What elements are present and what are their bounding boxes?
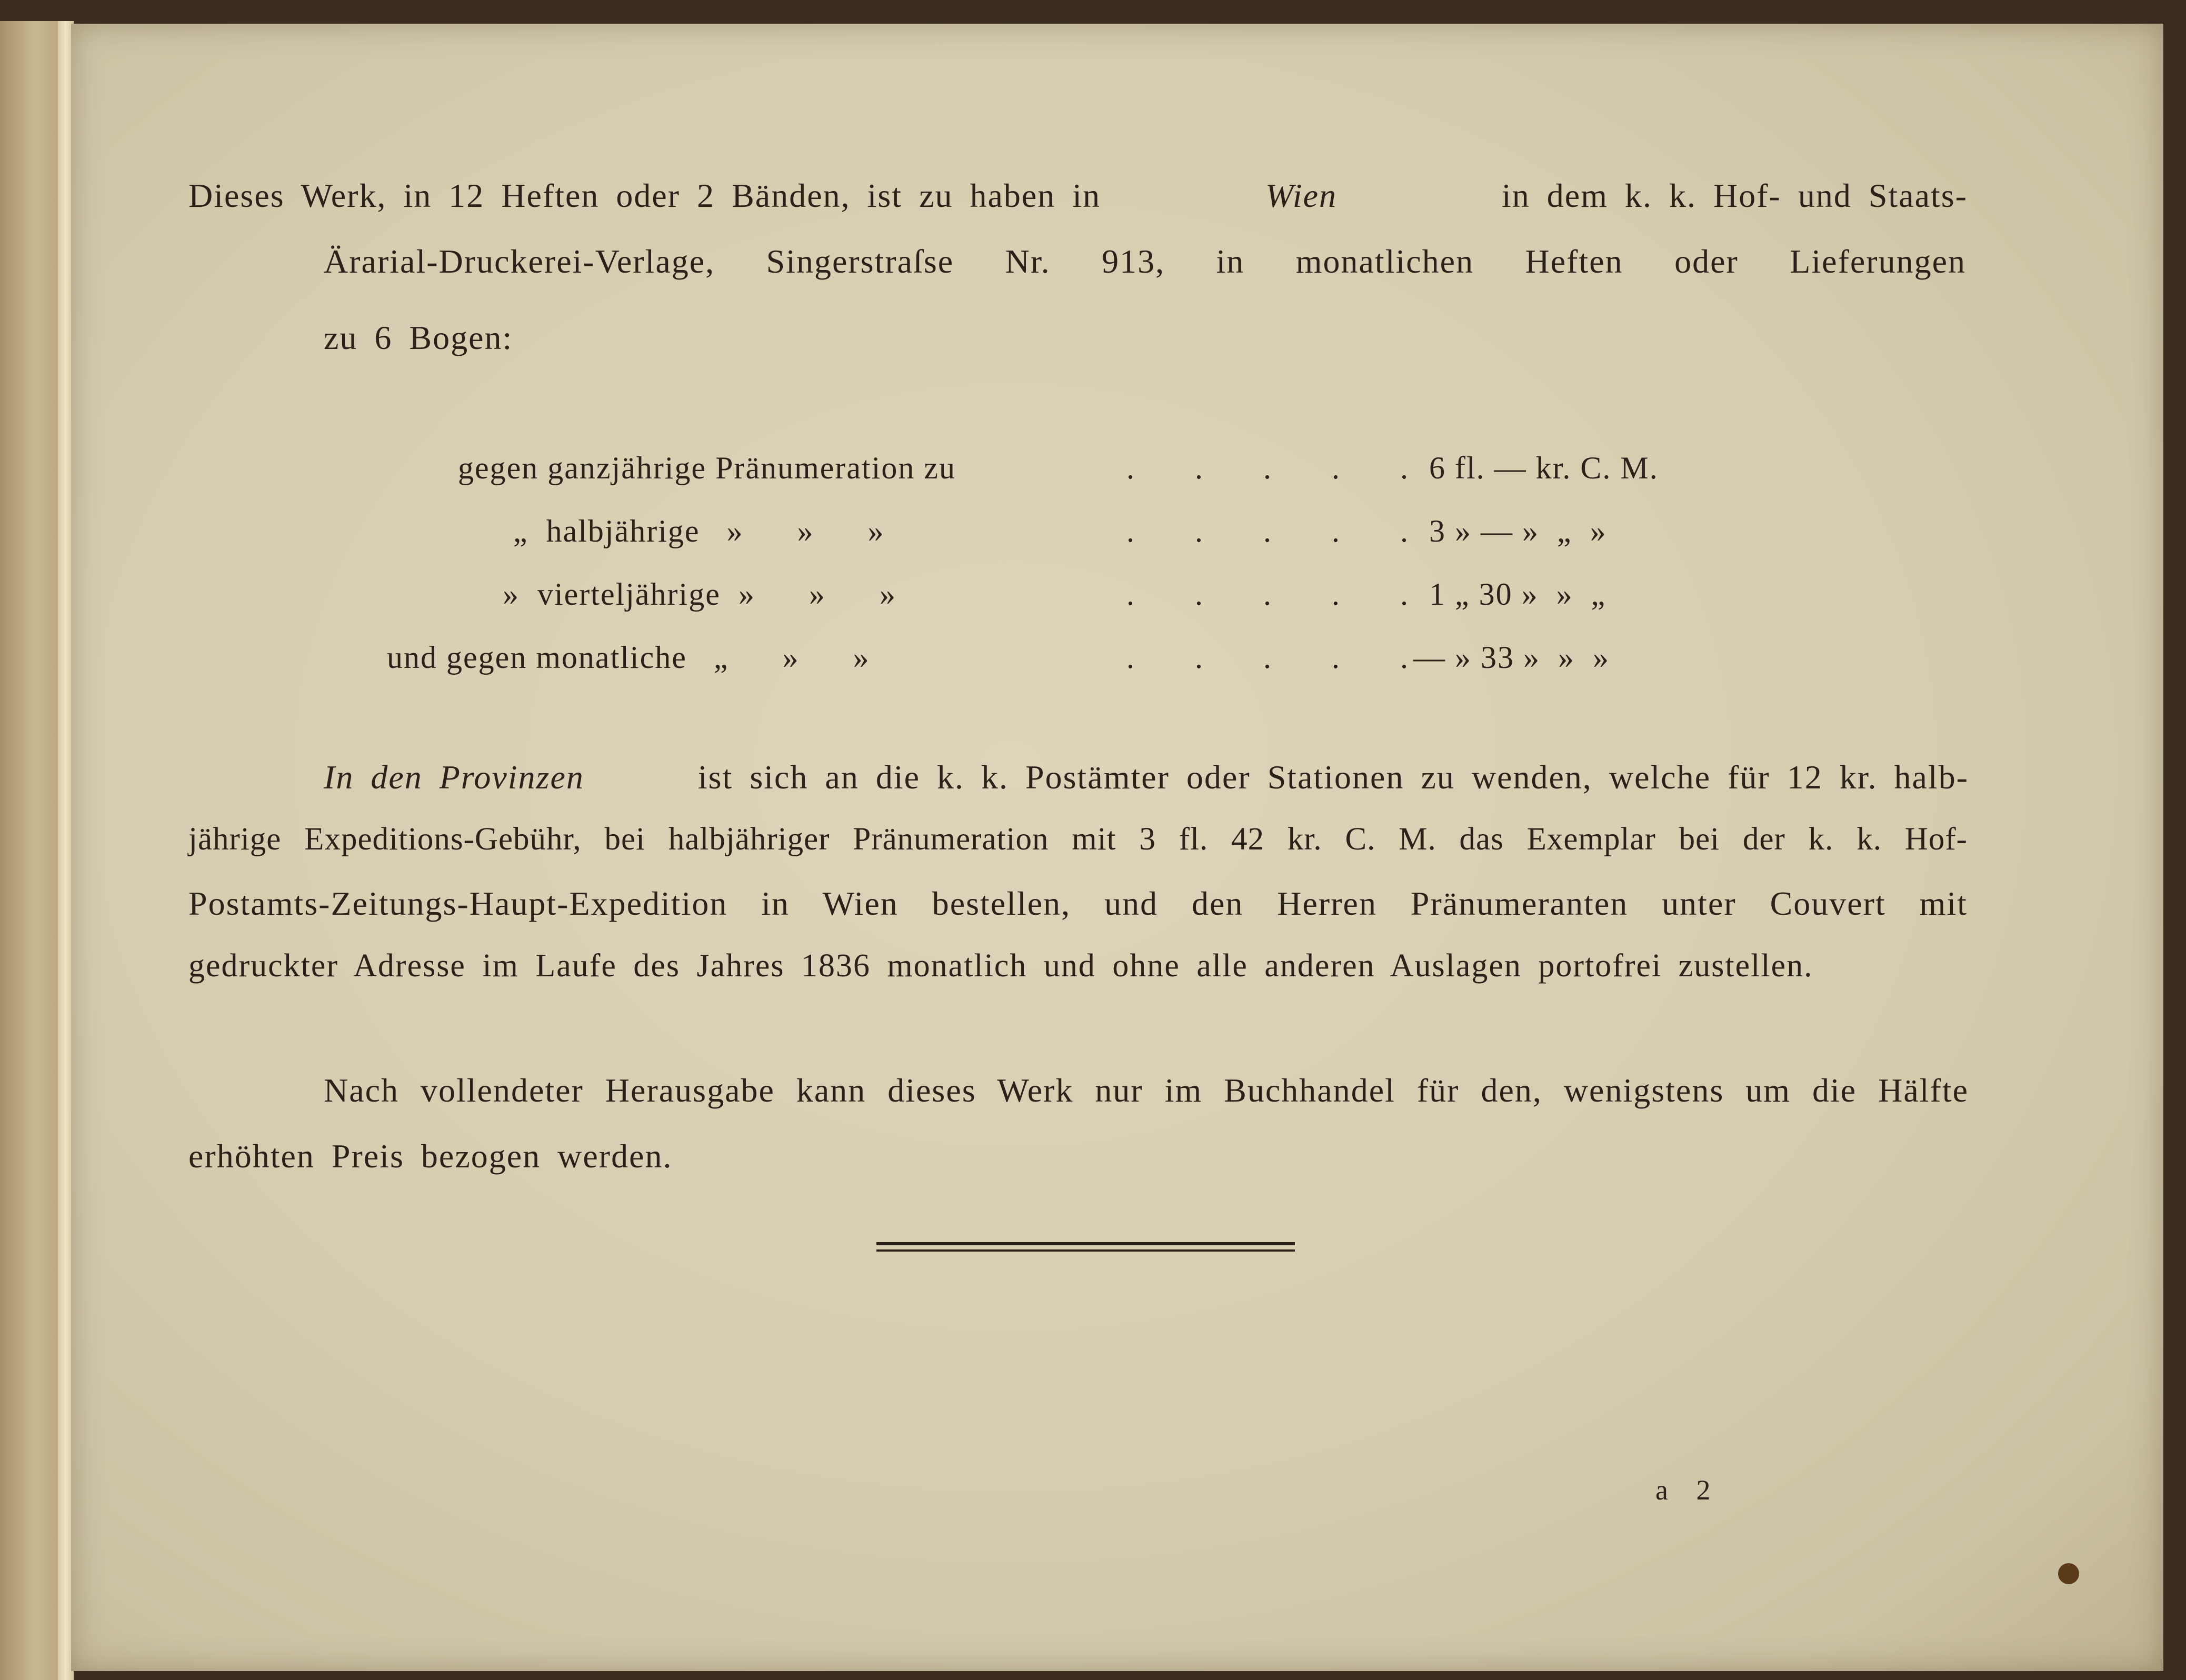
left-page-edge <box>0 21 66 1680</box>
price-row-3-label: » vierteljährige » » » <box>503 577 896 612</box>
provinces-line-1-text: ist sich an die k. k. Postämter oder Stationen zu wenden, welche für 12 kr. halb- <box>697 758 1969 796</box>
double-rule-top <box>876 1242 1295 1245</box>
closing-line-1: Nach vollendeter Herausgabe kann dieses Werk nur im Buchhandel für den, wenigstens um die Hälfte <box>324 1072 1969 1109</box>
closing-line-2: erhöhten Preis bezogen werden. <box>188 1137 673 1175</box>
ink-spot <box>2058 1563 2079 1584</box>
signature-mark: a 2 <box>1655 1474 1721 1506</box>
provinces-line-2: jährige Expeditions-Gebühr, bei halbjähriger Pränumeration mit 3 fl. 42 kr. C. M. das Exemplar bei der k. k. Hof- <box>188 822 1968 857</box>
price-row-1-price: 6 fl. — kr. C. M. <box>1429 451 1659 485</box>
price-row-1-label: gegen ganzjährige Pränumeration zu <box>458 451 956 485</box>
provinces-lead: In den Provinzen <box>324 758 584 796</box>
price-row-2-dots: . . . . . <box>1126 514 1434 548</box>
price-row-2-label: „ halbjährige » » » <box>513 514 885 548</box>
price-row-2-price: 3 » — » „ » <box>1429 514 1607 548</box>
provinces-line-4: gedruckter Adresse im Laufe des Jahres 1836 monatlich und ohne alle anderen Auslagen portofrei zustellen. <box>188 948 1813 984</box>
provinces-line-3: Postamts-Zeitungs-Haupt-Expedition in Wien bestellen, und den Herren Pränumeranten unter Couvert mit <box>188 885 1968 922</box>
price-row-1-dots: . . . . . <box>1126 451 1434 485</box>
price-row-4-label: und gegen monatliche „ » » <box>387 640 870 675</box>
provinces-line-1 <box>324 758 1969 797</box>
intro-line-3: zu 6 Bogen: <box>324 319 513 356</box>
price-row-3-price: 1 „ 30 » » „ <box>1429 577 1606 612</box>
intro-line-1-start: Dieses Werk, in 12 Heften oder 2 Bänden, ist zu haben in <box>188 177 1101 214</box>
price-row-4-price: — » 33 » » » <box>1413 640 1610 675</box>
intro-place-wien: Wien <box>1265 177 1337 214</box>
intro-line-1 <box>188 176 1968 215</box>
intro-line-2: Ärarial-Druckerei-Verlage, Singerstraſse Nr. 913, in monatlichen Heften oder Lieferungen <box>324 243 1966 280</box>
double-rule-bottom <box>876 1249 1295 1252</box>
intro-line-1-end: in dem k. k. Hof- und Staats- <box>1502 177 1968 214</box>
price-row-3-dots: . . . . . <box>1126 577 1434 612</box>
price-row-4-dots: . . . . . <box>1126 640 1434 675</box>
